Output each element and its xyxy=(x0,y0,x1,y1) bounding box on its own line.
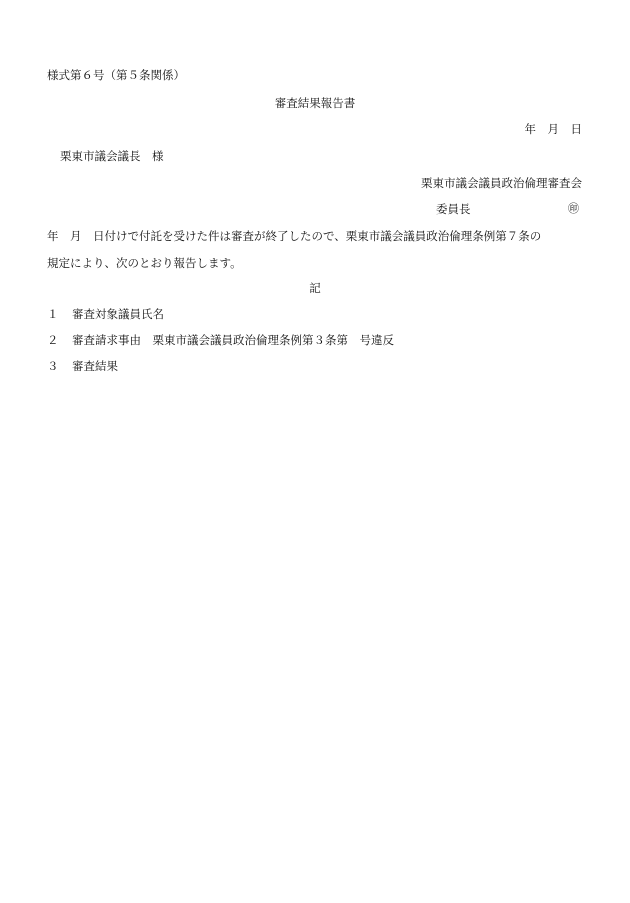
list-item-text: 審査請求事由 栗東市議会議員政治倫理条例第３条第 号違反 xyxy=(72,333,394,347)
addressee: 栗東市議会議長 様 xyxy=(60,149,164,163)
form-number: 様式第６号（第５条関係） xyxy=(47,68,185,82)
document-title: 審査結果報告書 xyxy=(274,96,356,110)
list-item-number: １ xyxy=(47,307,59,321)
list-item-number: ２ xyxy=(47,333,59,347)
list-item-text: 審査対象議員氏名 xyxy=(72,307,164,321)
body-text-line-2: 規定により、次のとおり報告します。 xyxy=(47,256,242,270)
sender-chair: 委員長 xyxy=(436,202,471,216)
list-item xyxy=(47,335,394,347)
body-text-line-1: 年 月 日付けで付託を受けた件は審査が終了したので、栗東市議会議員政治倫理条例第７条の xyxy=(47,229,542,243)
list-item-number: ３ xyxy=(47,359,59,373)
list-item xyxy=(47,361,118,373)
seal-mark: ㊞ xyxy=(568,202,579,215)
date-line: 年 月 日 xyxy=(524,122,582,136)
list-item-text: 審査結果 xyxy=(72,359,118,373)
ki-heading: 記 xyxy=(309,281,321,295)
list-item xyxy=(47,309,164,321)
sender-organization: 栗東市議会議員政治倫理審査会 xyxy=(421,176,582,190)
